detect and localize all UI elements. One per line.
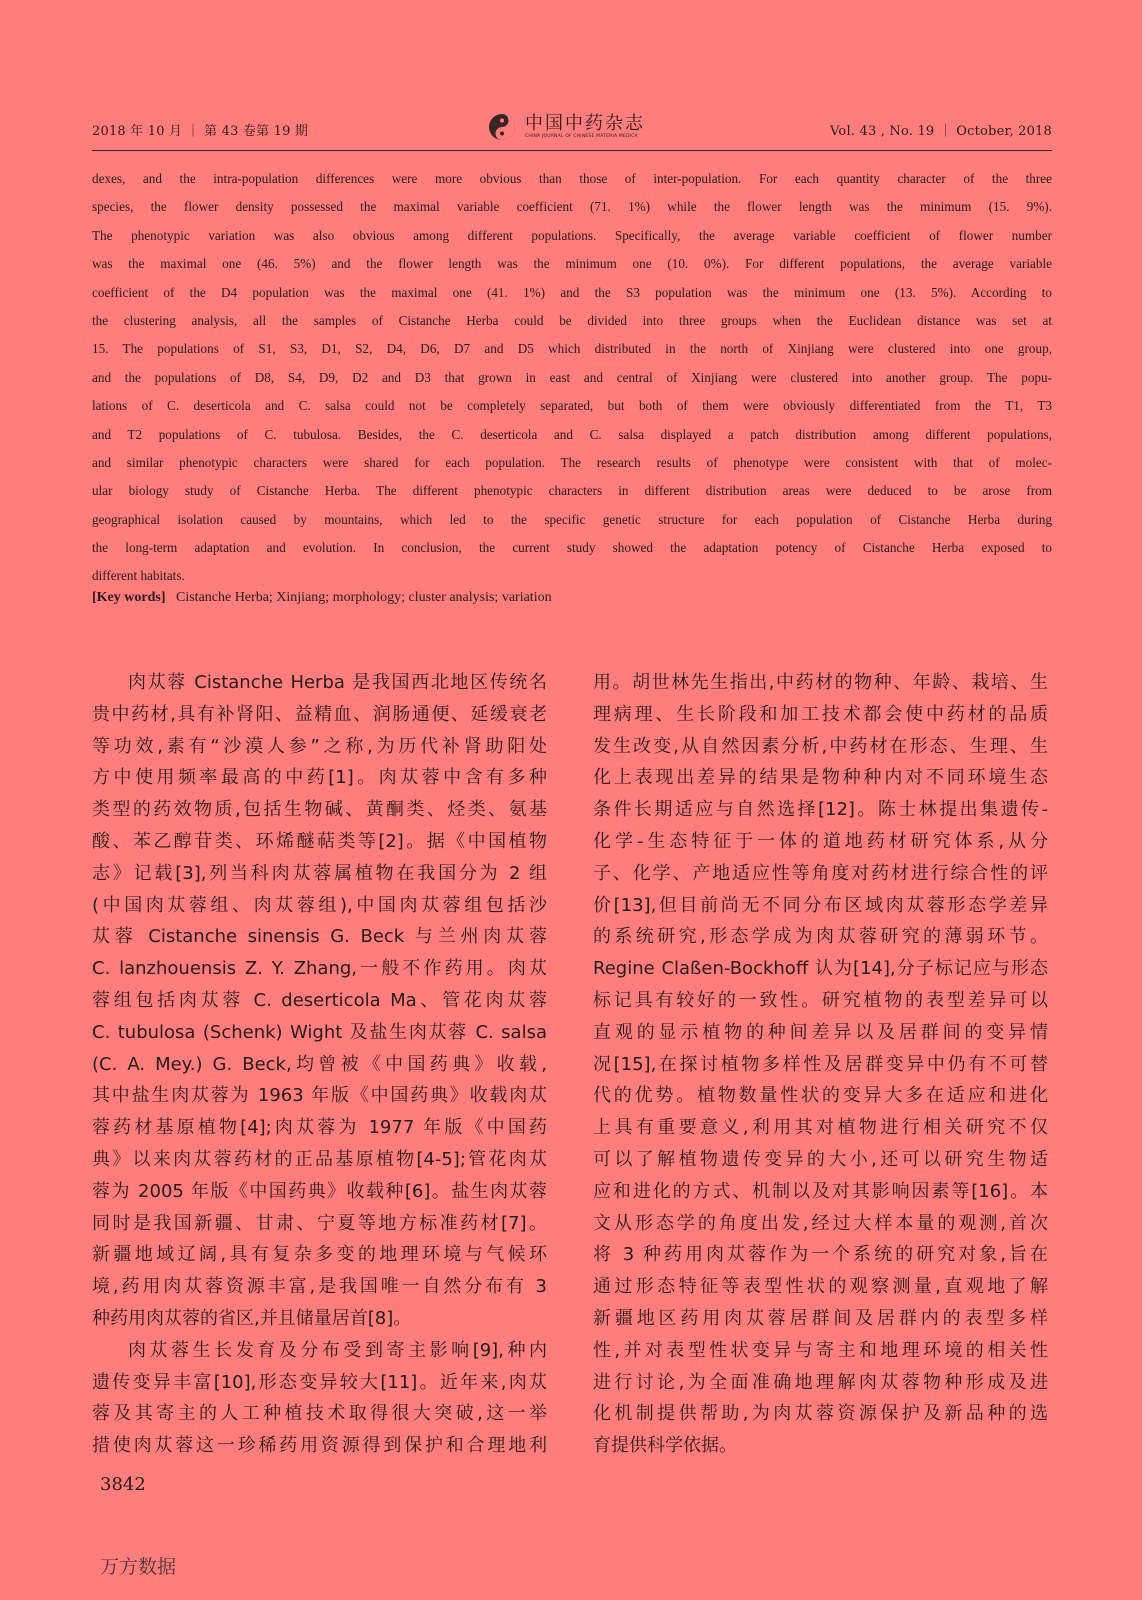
body-line: 标记具有较好的一致性。研究植物的表型差异可以 — [593, 989, 1048, 1011]
body-line: C. lanzhouensis Z. Y. Zhang,一般不作药用。肉苁 — [92, 958, 547, 980]
body-line: 蓉组包括肉苁蓉 C. deserticola Ma、管花肉苁蓉 — [92, 989, 547, 1011]
body-line: 蓉为 2005 年版《中国药典》收载种[6]。盐生肉苁蓉 — [92, 1180, 547, 1202]
keywords — [92, 590, 552, 606]
abstract-line: coefficient of the D4 population was the maximal one (41. 1%) and the S3 population was the minimum one (13. 5%). According to — [92, 284, 1052, 300]
journal-name: 中国中药杂志 — [525, 113, 645, 134]
body-line: 肉苁蓉 Cistanche Herba 是我国西北地区传统名 — [128, 672, 547, 693]
abstract-line: and T2 populations of C. tubulosa. Besides, the C. deserticola and C. salsa displayed a patch distribution among different populations, — [92, 426, 1052, 442]
abstract-line: ular biology study of Cistanche Herba. The different phenotypic characters in different distribution areas were deduced to be arose from — [92, 483, 1052, 499]
body-line: 子、化学、产地适应性等角度对药材进行综合性的评 — [593, 862, 1048, 884]
body-line: 况[15],在探讨植物多样性及居群变异中仍有不可替 — [593, 1053, 1048, 1075]
abstract-line: the clustering analysis, all the samples of Cistanche Herba could be divided into three groups when the Euclidean distance was set at — [92, 312, 1052, 328]
body-line: 化学-生态特征于一体的道地药材研究体系,从分 — [593, 830, 1048, 852]
abstract-line: The phenotypic variation was also obvious among different populations. Specifically, the average variable coefficient of flower number — [92, 227, 1052, 243]
body-line: 遗传变异丰富[10],形态变异较大[11]。近年来,肉苁 — [92, 1371, 547, 1393]
abstract-line: and similar phenotypic characters were shared for each population. The research results of phenotype were consistent with that of molec- — [92, 454, 1052, 470]
body-line: 志》记载[3],列当科肉苁蓉属植物在我国分为 2 组 — [92, 862, 547, 884]
abstract-line: lations of C. deserticola and C. salsa could not be completely separated, but both of them were obviously differentiated from the T1, T3 — [92, 398, 1052, 414]
watermark: 万方数据 — [100, 1556, 177, 1578]
body-line: 用。胡世林先生指出,中药材的物种、年龄、栽培、生 — [593, 672, 1048, 693]
abstract-line: and the populations of D8, S4, D9, D2 and D3 that grown in east and central of Xinjiang were clustered into another group. The popu- — [92, 369, 1052, 385]
body-line: 育提供科学依据。 — [593, 1435, 737, 1457]
body-line: 理病理、生长阶段和加工技术都会使中药材的品质 — [593, 703, 1048, 725]
body-line: 等功效,素有“沙漠人参”之称,为历代补肾助阳处 — [92, 735, 547, 757]
body-line: 酸、苯乙醇苷类、环烯醚萜类等[2]。据《中国植物 — [92, 830, 547, 852]
volume-info: Vol. 43 , No. 19 ｜ October, 2018 — [830, 124, 1052, 139]
body-line: (中国肉苁蓉组、肉苁蓉组),中国肉苁蓉组包括沙 — [92, 894, 547, 916]
body-line: 肉苁蓉生长发育及分布受到寄主影响[9],种内 — [128, 1339, 547, 1361]
body-line: Regine Claßen-Bockhoff 认为[14],分子标记应与形态 — [593, 958, 1048, 980]
body-line: 条件长期适应与自然选择[12]。陈士林提出集遗传- — [593, 799, 1048, 821]
body-line: 的系统研究,形态学成为肉苁蓉研究的薄弱环节。 — [593, 926, 1048, 948]
body-line: 应和进化的方式、机制以及对其影响因素等[16]。本 — [593, 1180, 1048, 1202]
issue-info: 2018 年 10 月 ｜ 第 43 卷第 19 期 — [92, 124, 309, 139]
abstract-line: geographical isolation caused by mountains, which led to the specific genetic structure for each population of Cistanche Herba during — [92, 511, 1052, 527]
body-line: 同时是我国新疆、甘肃、宁夏等地方标准药材[7]。 — [92, 1212, 547, 1234]
body-line: 苁蓉 Cistanche sinensis G. Beck 与兰州肉苁蓉 — [92, 926, 547, 948]
journal-emblem-icon — [487, 112, 517, 142]
body-left-column — [92, 667, 547, 1462]
body-line: 其中盐生肉苁蓉为 1963 年版《中国药典》收载肉苁 — [92, 1085, 547, 1107]
keywords-text: Cistanche Herba; Xinjiang; morphology; cluster analysis; variation — [176, 590, 552, 605]
body-line: 发生改变,从自然因素分析,中药材在形态、生理、生 — [593, 735, 1048, 757]
keywords-label: [Key words] — [92, 590, 166, 605]
body-line: 蓉及其寄主的人工种植技术取得很大突破,这一举 — [92, 1403, 547, 1425]
body-line: 新疆地域辽阔,具有复杂多变的地理环境与气候环 — [92, 1244, 547, 1266]
body-line: 上具有重要意义,利用其对植物进行相关研究不仅 — [593, 1117, 1048, 1139]
body-line: 文从形态学的角度出发,经过大样本量的观测,首次 — [593, 1212, 1048, 1234]
body-line: 典》以来肉苁蓉药材的正品基原植物[4-5];管花肉苁 — [92, 1148, 547, 1170]
body-line: 蓉药材基原植物[4];肉苁蓉为 1977 年版《中国药 — [92, 1117, 547, 1139]
body-line: 方中使用频率最高的中药[1]。肉苁蓉中含有多种 — [92, 767, 547, 789]
abstract-line: 15. The populations of S1, S3, D1, S2, D4, D6, D7 and D5 which distributed in the north of Xinjiang were clustered into one group, — [92, 341, 1052, 357]
body-line: 化上表现出差异的结果是物种种内对不同环境生态 — [593, 767, 1048, 789]
body-line: (C. A. Mey.) G. Beck,均曾被《中国药典》收载, — [92, 1053, 547, 1075]
body-right-column — [593, 667, 1048, 1462]
body-line: 代的优势。植物数量性状的变异大多在适应和进化 — [593, 1085, 1048, 1107]
abstract-line: different habitats. — [92, 568, 185, 584]
journal-logo — [487, 112, 645, 142]
body-line: 通过形态特征等表型性状的观察测量,直观地了解 — [593, 1276, 1048, 1298]
body-line: 化机制提供帮助,为肉苁蓉资源保护及新品种的选 — [593, 1403, 1048, 1425]
body-line: C. tubulosa (Schenk) Wight 及盐生肉苁蓉 C. salsa — [92, 1021, 547, 1043]
abstract-line: species, the flower density possessed the maximal variable coefficient (71. 1%) while the flower length was the minimum (15. 9%). — [92, 199, 1052, 215]
page-header — [92, 110, 1052, 151]
body-line: 新疆地区药用肉苁蓉居群间及居群内的表型多样 — [593, 1307, 1048, 1329]
body-line: 贵中药材,具有补肾阳、益精血、润肠通便、延缓衰老 — [92, 703, 547, 725]
abstract-text — [92, 165, 1052, 591]
body-line: 将 3 种药用肉苁蓉作为一个系统的研究对象,旨在 — [593, 1244, 1048, 1266]
body-line: 境,药用肉苁蓉资源丰富,是我国唯一自然分布有 3 — [92, 1276, 547, 1298]
body-line: 进行讨论,为全面准确地理解肉苁蓉物种形成及进 — [593, 1371, 1048, 1393]
journal-subtitle: CHINA JOURNAL OF CHINESE MATERIA MEDICA — [525, 134, 638, 139]
page-number: 3842 — [100, 1474, 146, 1495]
body-line: 措使肉苁蓉这一珍稀药用资源得到保护和合理地利 — [92, 1435, 547, 1457]
body-line: 种药用肉苁蓉的省区,并且储量居首[8]。 — [92, 1307, 412, 1329]
body-line: 直观的显示植物的种间差异以及居群间的变异情 — [593, 1021, 1048, 1043]
abstract-line: was the maximal one (46. 5%) and the flower length was the minimum one (10. 0%). For different populations, the average variable — [92, 256, 1052, 272]
body-line: 可以了解植物遗传变异的大小,还可以研究生物适 — [593, 1148, 1048, 1170]
abstract-line: the long-term adaptation and evolution. In conclusion, the current study showed the adaptation potency of Cistanche Herba exposed to — [92, 540, 1052, 556]
abstract-line: dexes, and the intra-population differences were more obvious than those of inter-population. For each quantity character of the three — [92, 171, 1052, 186]
body-line: 价[13],但目前尚无不同分布区域肉苁蓉形态学差异 — [593, 894, 1048, 916]
body-line: 类型的药效物质,包括生物碱、黄酮类、烃类、氨基 — [92, 799, 547, 821]
body-line: 性,并对表型性状变异与寄主和地理环境的相关性 — [593, 1339, 1048, 1361]
